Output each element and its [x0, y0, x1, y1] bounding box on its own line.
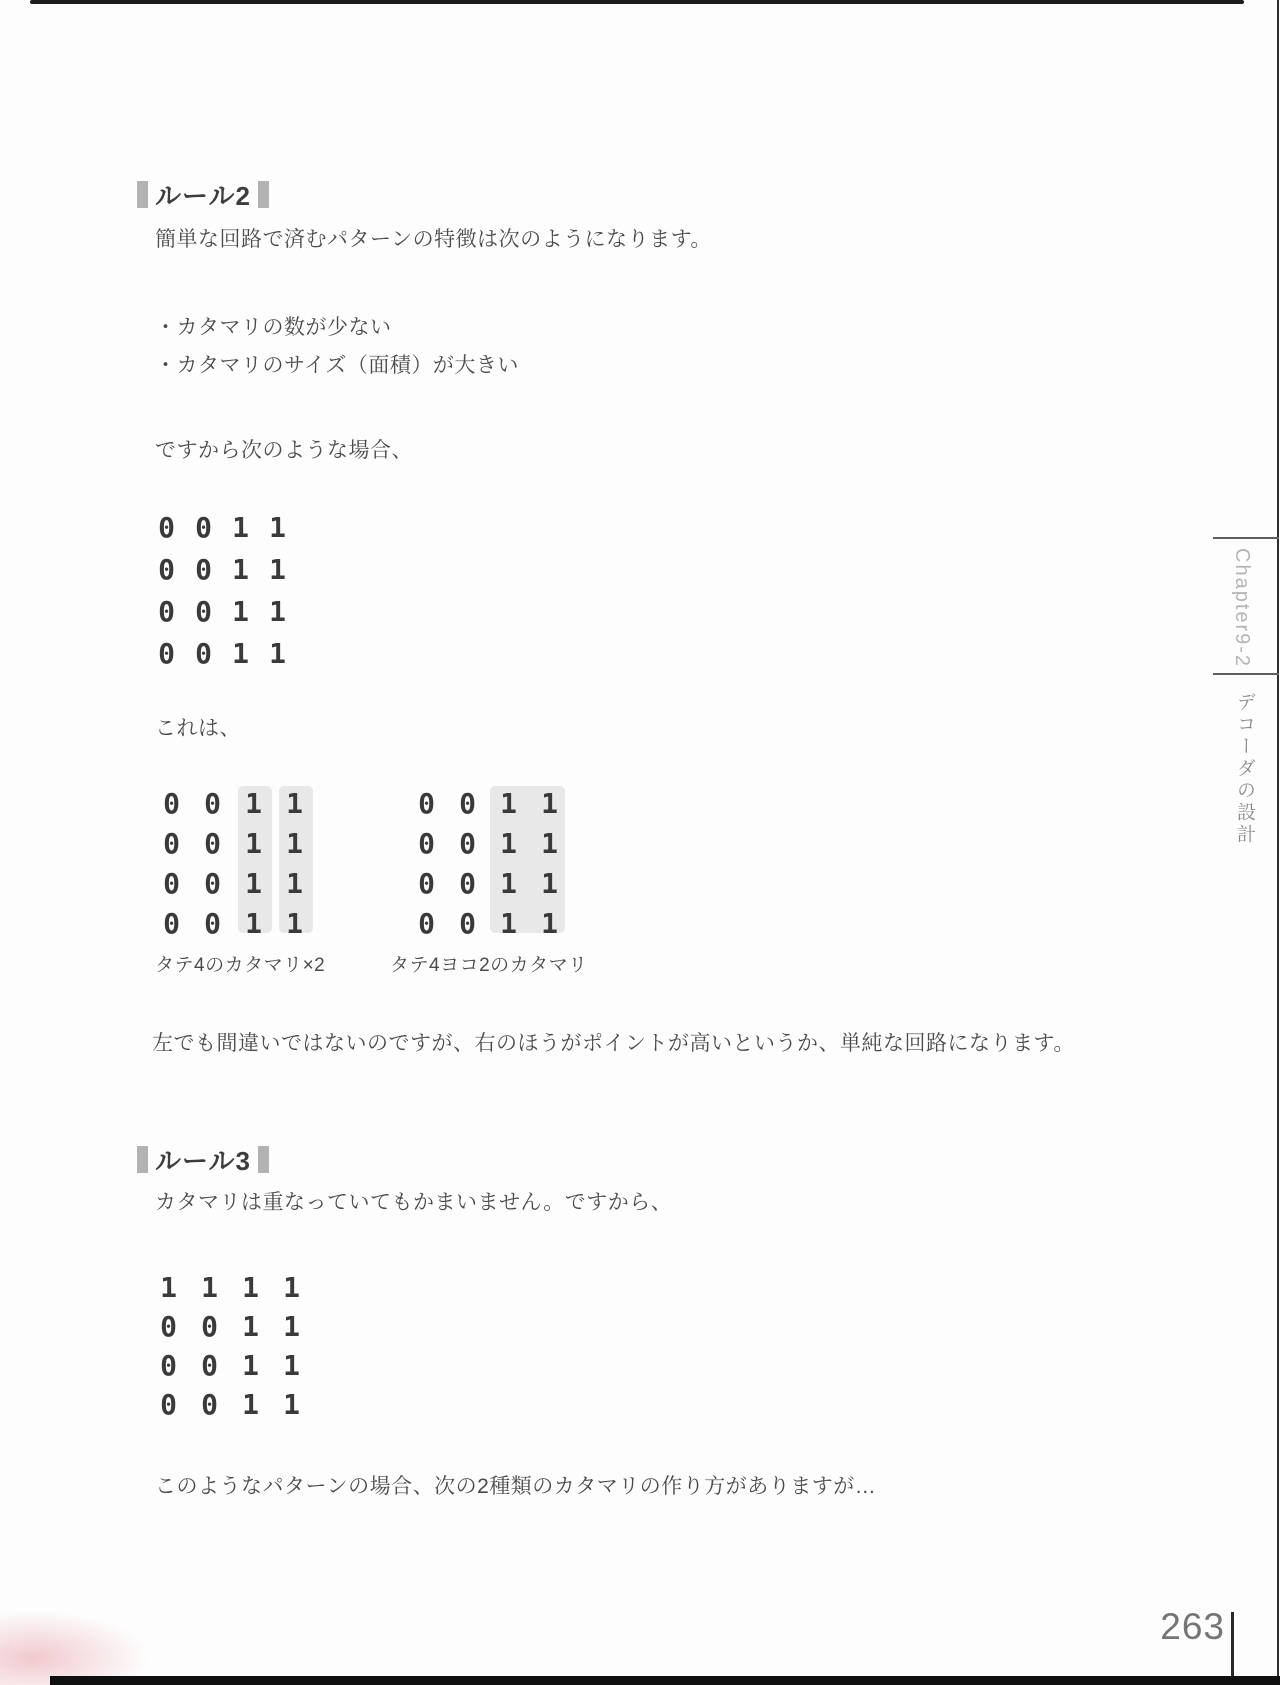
page-number-rule — [1231, 1612, 1234, 1676]
matrix-cell: 1 — [242, 1271, 259, 1304]
rule2-bullet-2: ・カタマリのサイズ（面積）が大きい — [155, 354, 519, 377]
matrix-cell: 0 — [158, 594, 175, 628]
matrix-cell: 1 — [541, 786, 558, 820]
heading-marker-right — [258, 181, 269, 208]
page-edge-line — [1277, 0, 1279, 1676]
matrix-cell: 0 — [158, 552, 175, 586]
matrix-cell: 0 — [195, 636, 212, 670]
matrix-cell: 1 — [283, 1310, 300, 1343]
matrix-row — [148, 1307, 312, 1346]
rule2-transition: これは、 — [155, 717, 241, 740]
section-tab-label: デコーダの設計 — [1234, 692, 1255, 846]
scan-edge-bottom — [50, 1676, 1280, 1685]
matrix-cell: 0 — [158, 510, 175, 544]
matrix-row — [148, 548, 296, 590]
heading-marker-left — [137, 181, 148, 208]
matrix-cell: 1 — [541, 866, 558, 900]
chapter-tab-label: Chapter9-2 — [1231, 548, 1253, 669]
matrix-cell: 1 — [269, 510, 286, 544]
matrix-cell: 1 — [232, 510, 249, 544]
matrix-row — [151, 903, 315, 943]
heading-marker-right — [258, 1146, 269, 1173]
rule3-heading-label: ルール3 — [155, 1146, 251, 1176]
matrix-cell: 0 — [204, 826, 221, 860]
scan-smudge — [0, 1610, 150, 1685]
matrix-row — [406, 863, 570, 903]
matrix-cell: 1 — [242, 1310, 259, 1343]
matrix-row — [148, 1385, 312, 1424]
matrix-cell: 0 — [418, 786, 435, 820]
matrix-cell: 1 — [500, 866, 517, 900]
matrix-cell: 0 — [204, 906, 221, 940]
matrix-cell: 1 — [245, 826, 262, 860]
matrix-cell: 1 — [283, 1349, 300, 1382]
matrix-cell: 1 — [286, 866, 303, 900]
matrix-cell: 0 — [195, 510, 212, 544]
matrix-cell: 0 — [163, 826, 180, 860]
matrix-row — [151, 863, 315, 903]
matrix-row — [148, 1346, 312, 1385]
pattern-matrix — [148, 506, 296, 674]
matrix-row — [148, 506, 296, 548]
matrix-row — [151, 783, 315, 823]
matrix-cell: 0 — [459, 866, 476, 900]
matrix-cell: 0 — [195, 552, 212, 586]
matrix-cell: 0 — [160, 1310, 177, 1343]
matrix-cell: 0 — [163, 786, 180, 820]
matrix-cell: 1 — [286, 786, 303, 820]
matrix-cell: 1 — [286, 826, 303, 860]
matrix-cell: 0 — [201, 1310, 218, 1343]
grouping-left-caption: タテ4のカタマリ×2 — [155, 955, 326, 976]
rule3-outro: このようなパターンの場合、次の2種類のカタマリの作り方がありますが… — [155, 1475, 877, 1498]
matrix-cell: 1 — [541, 906, 558, 940]
matrix-cell: 0 — [201, 1349, 218, 1382]
matrix-cell: 1 — [283, 1271, 300, 1304]
matrix-cell: 1 — [201, 1271, 218, 1304]
tab-divider-bottom — [1213, 673, 1279, 675]
matrix-cell: 0 — [204, 866, 221, 900]
matrix-cell: 1 — [232, 552, 249, 586]
rule2-bullet-1: ・カタマリの数が少ない — [155, 316, 392, 339]
grouping-right-caption: タテ4ヨコ2のカタマリ — [390, 955, 588, 976]
rule2-case-intro: ですから次のような場合、 — [155, 439, 413, 462]
scan-edge-top — [30, 0, 1244, 4]
matrix-cell: 0 — [459, 826, 476, 860]
matrix-cell: 0 — [201, 1388, 218, 1421]
grouping-right-matrix — [406, 783, 570, 943]
matrix-row — [148, 1268, 312, 1307]
matrix-cell: 1 — [541, 826, 558, 860]
matrix-cell: 1 — [269, 594, 286, 628]
matrix-cell: 0 — [163, 866, 180, 900]
matrix-cell: 1 — [245, 786, 262, 820]
matrix-cell: 0 — [418, 906, 435, 940]
matrix-cell: 1 — [500, 826, 517, 860]
matrix-row — [148, 632, 296, 674]
matrix-cell: 1 — [286, 906, 303, 940]
page-number: 263 — [1160, 1606, 1225, 1647]
matrix-cell: 1 — [283, 1388, 300, 1421]
rule2-heading-label: ルール2 — [155, 181, 251, 211]
matrix-cell: 1 — [245, 906, 262, 940]
matrix-cell: 0 — [418, 866, 435, 900]
tab-divider-top — [1213, 537, 1279, 539]
matrix-row — [151, 823, 315, 863]
matrix-cell: 1 — [269, 636, 286, 670]
rule2-conclusion: 左でも間違いではないのですが、右のほうがポイントが高いというか、単純な回路になります。 — [152, 1032, 1075, 1055]
matrix-cell: 0 — [158, 636, 175, 670]
matrix-cell: 0 — [163, 906, 180, 940]
matrix-cell: 1 — [500, 786, 517, 820]
matrix-row — [148, 590, 296, 632]
matrix-cell: 1 — [232, 636, 249, 670]
heading-marker-left — [137, 1146, 148, 1173]
rule2-intro: 簡単な回路で済むパターンの特徴は次のようになります。 — [155, 228, 712, 251]
matrix-cell: 0 — [418, 826, 435, 860]
matrix-cell: 1 — [242, 1349, 259, 1382]
matrix-cell: 0 — [459, 786, 476, 820]
matrix-cell: 1 — [500, 906, 517, 940]
matrix-cell: 0 — [459, 906, 476, 940]
overlap-pattern-matrix — [148, 1268, 312, 1424]
matrix-row — [406, 783, 570, 823]
matrix-cell: 1 — [245, 866, 262, 900]
matrix-row — [406, 823, 570, 863]
matrix-cell: 0 — [204, 786, 221, 820]
matrix-cell: 1 — [160, 1271, 177, 1304]
matrix-cell: 0 — [160, 1388, 177, 1421]
matrix-cell: 1 — [232, 594, 249, 628]
rule3-intro: カタマリは重なっていてもかまいません。ですから、 — [155, 1191, 673, 1214]
rule3-heading — [137, 1141, 269, 1178]
matrix-cell: 0 — [160, 1349, 177, 1382]
rule2-heading — [137, 176, 269, 213]
matrix-row — [406, 903, 570, 943]
matrix-cell: 1 — [269, 552, 286, 586]
grouping-left-matrix — [151, 783, 315, 943]
matrix-cell: 1 — [242, 1388, 259, 1421]
matrix-cell: 0 — [195, 594, 212, 628]
